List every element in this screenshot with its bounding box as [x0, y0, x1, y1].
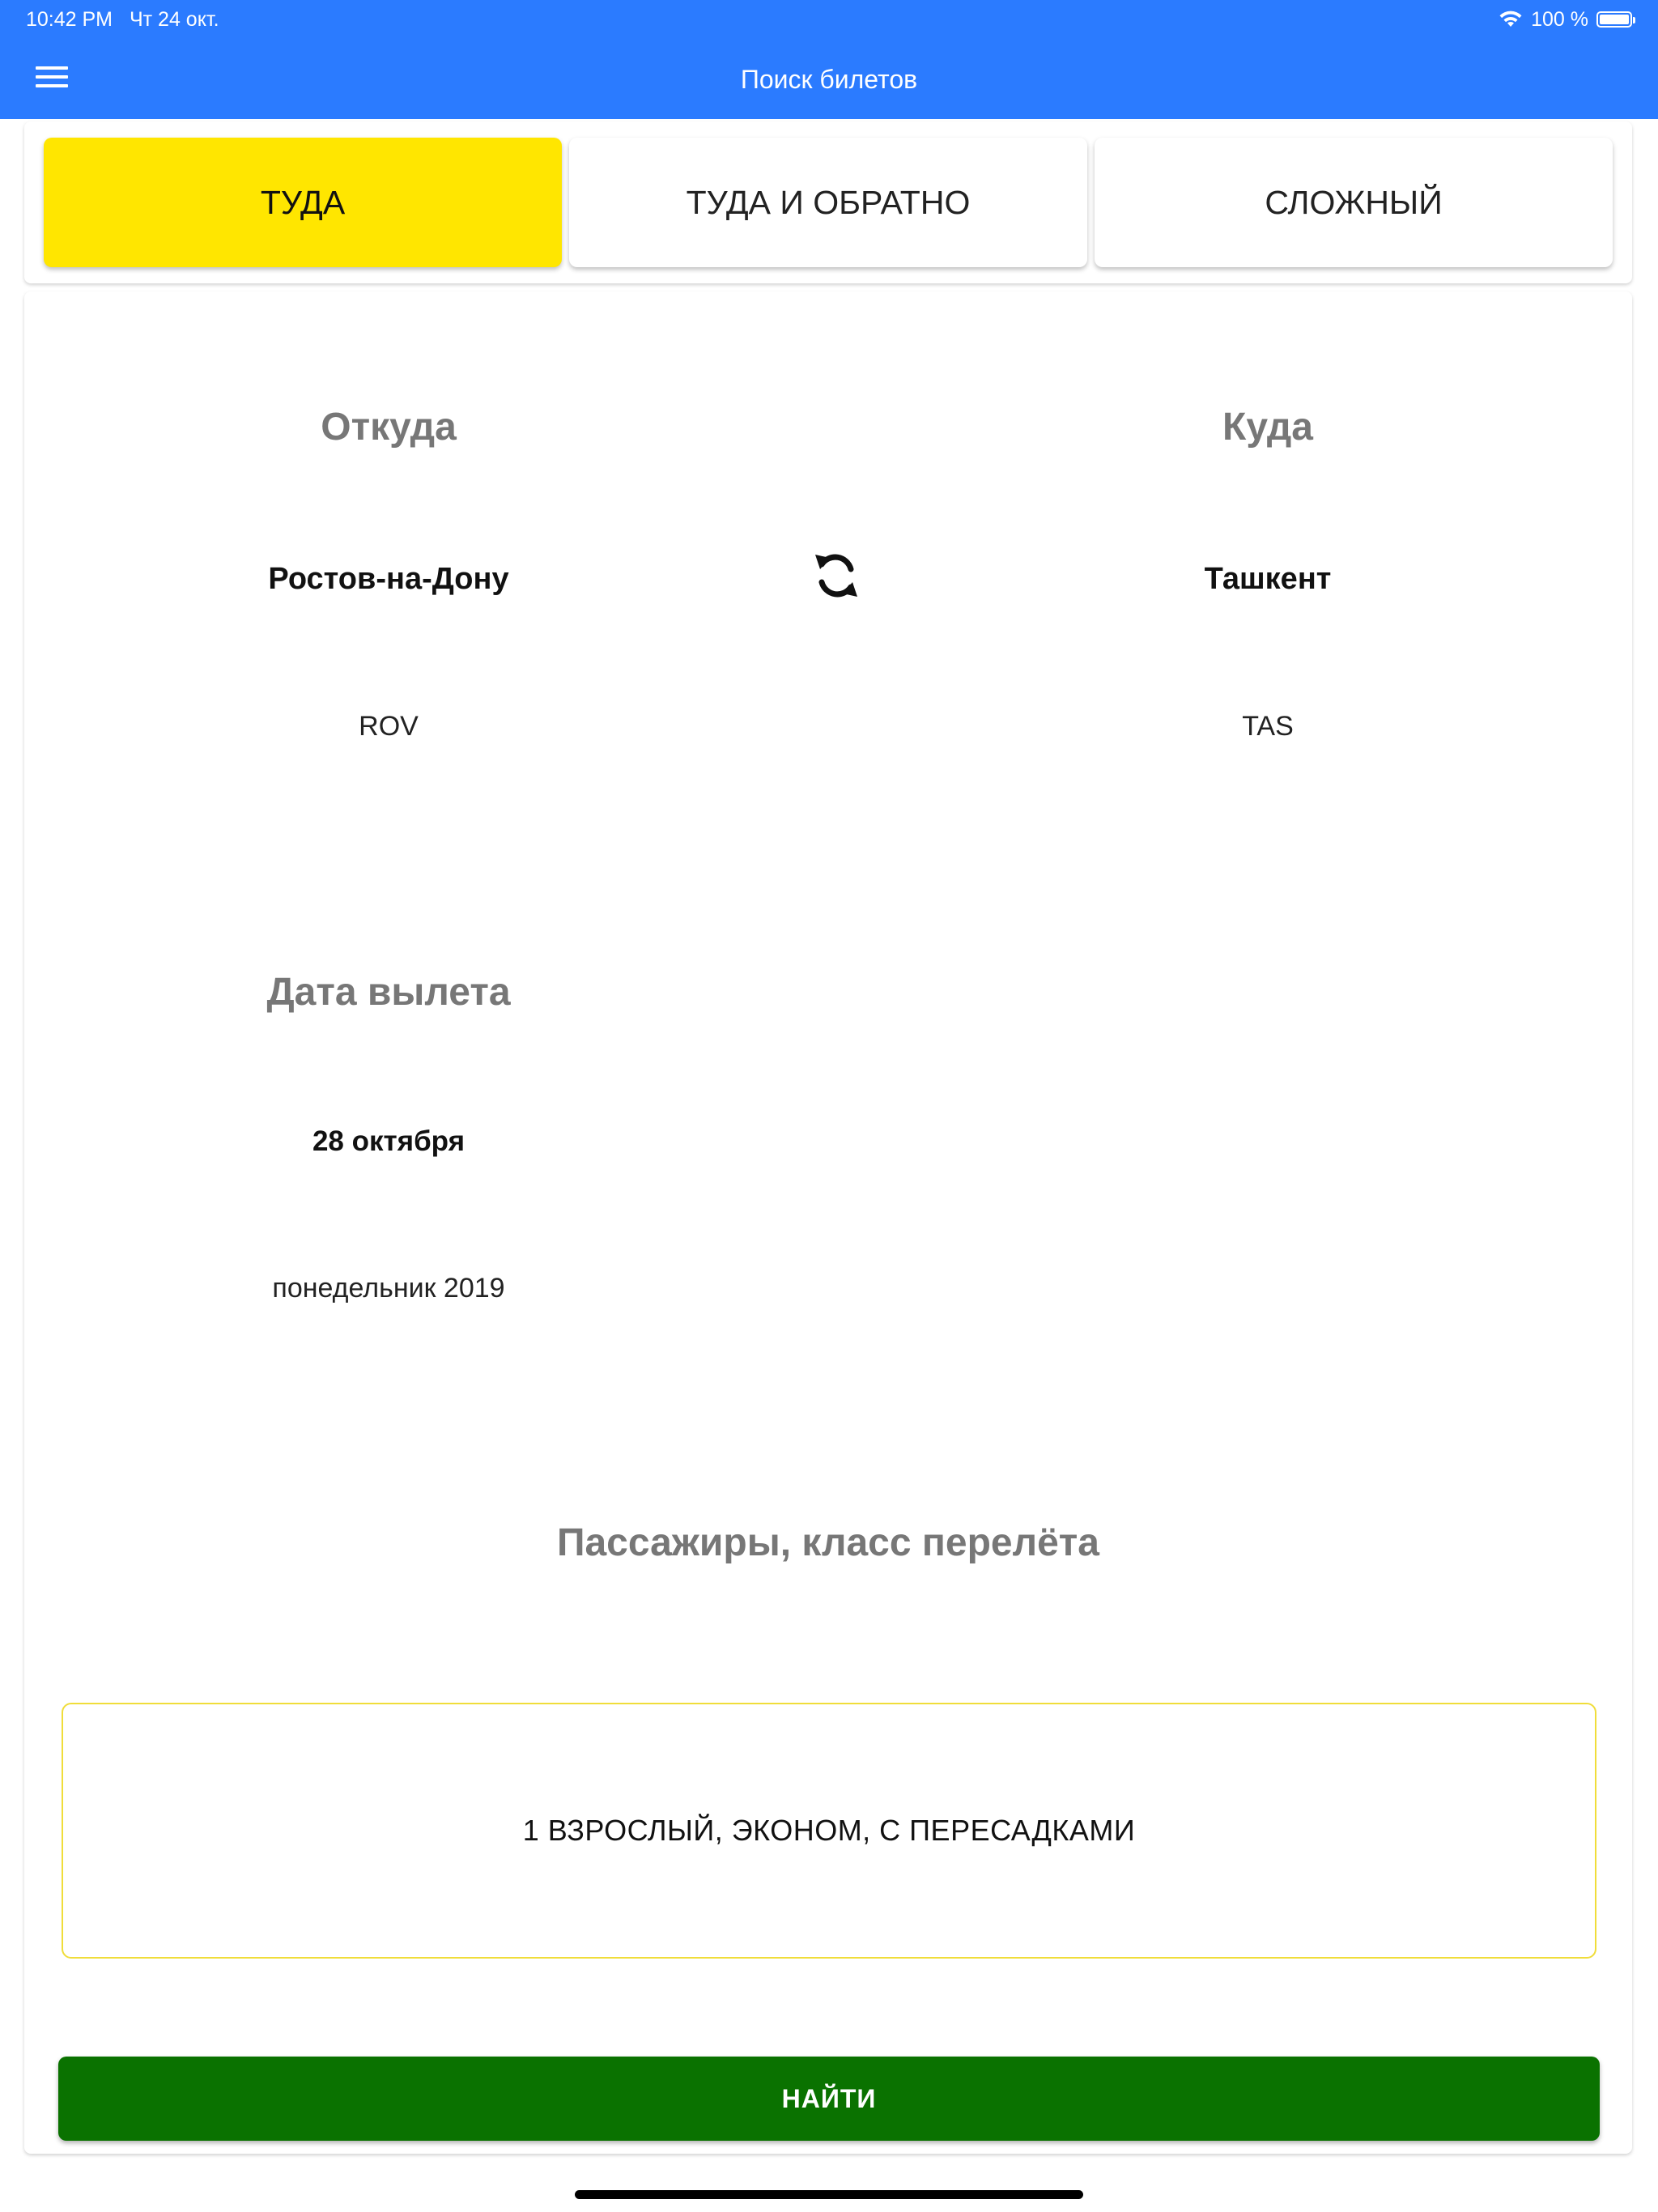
- swap-button[interactable]: [804, 545, 869, 610]
- tab-round-trip[interactable]: ТУДА И ОБРАТНО: [569, 138, 1087, 267]
- passengers-class-selector[interactable]: 1 ВЗРОСЛЫЙ, ЭКОНОМ, С ПЕРЕСАДКАМИ: [62, 1703, 1596, 1959]
- tab-complex-route[interactable]: СЛОЖНЫЙ: [1095, 138, 1613, 267]
- app-bar: [0, 0, 1658, 119]
- swap-refresh-icon: [810, 545, 862, 610]
- battery-percent: 100 %: [1531, 7, 1588, 31]
- trip-type-tabs: [24, 121, 1632, 283]
- from-city[interactable]: Ростов-на-Дону: [268, 562, 509, 596]
- departure-label: Дата вылета: [266, 971, 511, 1014]
- from-code: ROV: [359, 711, 419, 742]
- departure-weekday-year: понедельник 2019: [272, 1273, 505, 1304]
- to-label: Куда: [1222, 406, 1313, 449]
- status-indicators: [1499, 6, 1632, 32]
- search-form: [24, 291, 1632, 2154]
- to-city[interactable]: Ташкент: [1204, 562, 1332, 596]
- wifi-icon: [1499, 11, 1523, 28]
- from-label: Откуда: [321, 406, 457, 449]
- page-title: Поиск билетов: [740, 65, 918, 94]
- home-indicator: [575, 2190, 1083, 2199]
- status-date: Чт 24 окт.: [130, 8, 219, 31]
- departure-date[interactable]: 28 октября: [312, 1125, 466, 1157]
- find-button[interactable]: НАЙТИ: [58, 2057, 1600, 2141]
- battery-icon: [1596, 11, 1632, 28]
- passengers-label: Пассажиры, класс перелёта: [556, 1521, 1099, 1564]
- status-time: 10:42 PM: [26, 8, 113, 31]
- tab-one-way[interactable]: ТУДА: [44, 138, 562, 267]
- to-code: TAS: [1242, 711, 1294, 742]
